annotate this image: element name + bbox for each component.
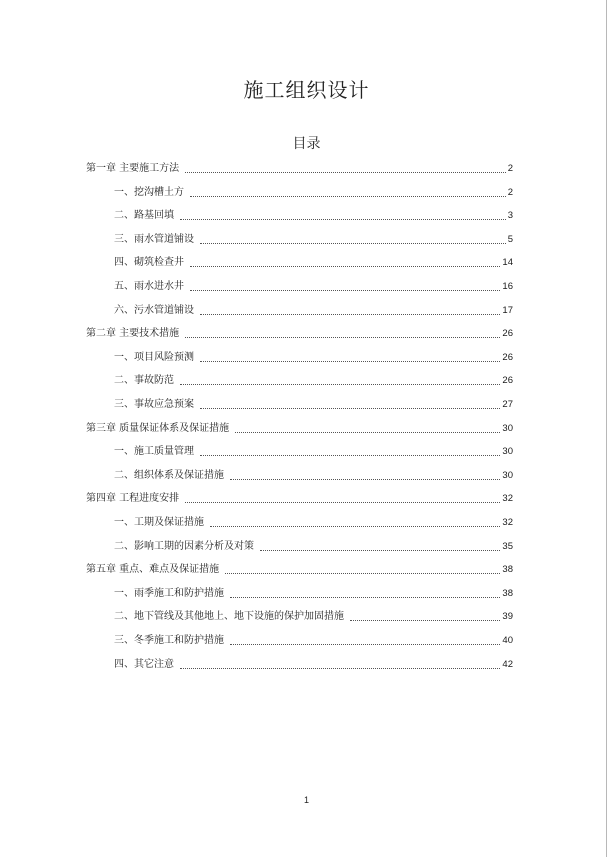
toc-entry-page: 39: [502, 611, 513, 623]
toc-section-entry[interactable]: [114, 394, 513, 412]
toc-chapter-entry[interactable]: [86, 323, 513, 341]
toc-entry-page: 32: [502, 493, 513, 505]
toc-section-entry[interactable]: [114, 654, 513, 672]
toc-entry-label: 五、雨水进水井: [114, 281, 184, 292]
toc-entry-page: 3: [507, 210, 513, 222]
toc-entry-label: 二、影响工期的因素分析及对策: [114, 540, 254, 552]
toc-entry-label: 第二章 主要技术措施: [86, 328, 180, 340]
toc-entry-page: 32: [502, 517, 513, 528]
toc-dot-leader: [190, 265, 500, 267]
toc-entry-label: 四、砌筑检查井: [114, 257, 184, 269]
toc-chapter-entry[interactable]: [86, 158, 513, 176]
toc-section-entry[interactable]: [114, 583, 513, 601]
toc-dot-leader: [185, 501, 500, 503]
toc-dot-leader: [200, 360, 500, 362]
toc-chapter-entry[interactable]: [86, 418, 513, 436]
toc-dot-leader: [200, 454, 500, 456]
toc-dot-leader: [200, 407, 500, 409]
toc-dot-leader: [210, 525, 500, 527]
toc-section-entry[interactable]: [114, 276, 513, 294]
toc-entry-label: 三、冬季施工和防护措施: [114, 635, 224, 646]
toc-entry-page: 30: [502, 446, 513, 458]
toc-section-entry[interactable]: [114, 370, 513, 388]
toc-dot-leader: [180, 667, 500, 669]
toc-section-entry[interactable]: [114, 536, 513, 554]
toc-dot-leader: [235, 431, 500, 433]
toc-entry-page: 30: [502, 422, 513, 434]
toc-dot-leader: [230, 478, 500, 480]
toc-dot-leader: [350, 619, 500, 621]
toc-dot-leader: [225, 572, 500, 574]
toc-chapter-entry[interactable]: [86, 488, 513, 506]
toc-entry-page: 14: [502, 257, 513, 269]
toc-section-entry[interactable]: [114, 512, 513, 530]
toc-entry-page: 26: [502, 351, 513, 363]
toc-dot-leader: [180, 383, 500, 385]
toc-dot-leader: [185, 336, 500, 338]
toc-dot-leader: [190, 195, 506, 197]
toc-heading: 目录: [292, 136, 321, 152]
toc-section-entry[interactable]: [114, 229, 513, 247]
toc-entry-label: 二、路基回填: [114, 210, 174, 222]
page-edge: [606, 0, 607, 857]
toc-entry-label: 一、项目风险预测: [114, 351, 194, 363]
toc-dot-leader: [190, 289, 500, 291]
toc-section-entry[interactable]: [114, 182, 513, 200]
toc-entry-page: 5: [507, 233, 513, 245]
toc-dot-leader: [200, 313, 500, 315]
toc-entry-page: 16: [502, 281, 513, 292]
toc-entry-page: 30: [502, 469, 513, 481]
toc-entry-page: 27: [502, 399, 513, 410]
toc-entry-label: 二、事故防范: [114, 375, 174, 387]
toc-section-entry[interactable]: [114, 465, 513, 483]
toc-entry-label: 一、工期及保证措施: [114, 517, 204, 528]
toc-section-entry[interactable]: [114, 252, 513, 270]
toc-entry-label: 二、地下管线及其他地上、地下设施的保护加固措施: [114, 611, 344, 623]
toc-section-entry[interactable]: [114, 630, 513, 648]
toc-dot-leader: [180, 218, 506, 220]
toc-entry-page: 38: [502, 587, 513, 599]
toc-entry-page: 42: [502, 658, 513, 670]
toc-entry-label: 四、其它注意: [114, 658, 174, 670]
toc-dot-leader: [185, 171, 506, 173]
toc-entry-label: 第一章 主要施工方法: [86, 163, 180, 174]
toc-section-entry[interactable]: [114, 347, 513, 365]
toc-dot-leader: [230, 596, 500, 598]
toc-entry-label: 第四章 工程进度安排: [86, 493, 180, 505]
toc-entry-label: 三、事故应急预案: [114, 399, 194, 410]
toc-entry-page: 2: [507, 163, 513, 174]
toc-dot-leader: [230, 643, 500, 645]
toc-chapter-entry[interactable]: [86, 559, 513, 577]
toc-dot-leader: [260, 549, 500, 551]
toc-entry-page: 35: [502, 540, 513, 552]
toc-dot-leader: [200, 242, 506, 244]
toc-entry-page: 2: [507, 186, 513, 198]
toc-entry-label: 一、挖沟槽土方: [114, 186, 184, 198]
toc-entry-label: 第五章 重点、难点及保证措施: [86, 564, 220, 576]
toc-section-entry[interactable]: [114, 300, 513, 318]
toc-entry-label: 六、污水管道铺设: [114, 304, 194, 316]
page-number: 1: [303, 795, 309, 805]
toc-entry-page: 40: [502, 635, 513, 646]
toc-entry-label: 二、组织体系及保证措施: [114, 469, 224, 481]
toc-entry-page: 17: [502, 304, 513, 316]
toc-entry-page: 26: [502, 328, 513, 340]
toc-section-entry[interactable]: [114, 205, 513, 223]
toc-section-entry[interactable]: [114, 441, 513, 459]
toc-entry-page: 26: [502, 375, 513, 387]
toc-entry-label: 一、雨季施工和防护措施: [114, 587, 224, 599]
toc-entry-page: 38: [502, 564, 513, 576]
toc-entry-label: 第三章 质量保证体系及保证措施: [86, 422, 230, 434]
document-title: 施工组织设计: [243, 78, 370, 102]
toc-section-entry[interactable]: [114, 606, 513, 624]
toc-entry-label: 一、施工质量管理: [114, 446, 194, 458]
toc-entry-label: 三、雨水管道铺设: [114, 233, 194, 245]
